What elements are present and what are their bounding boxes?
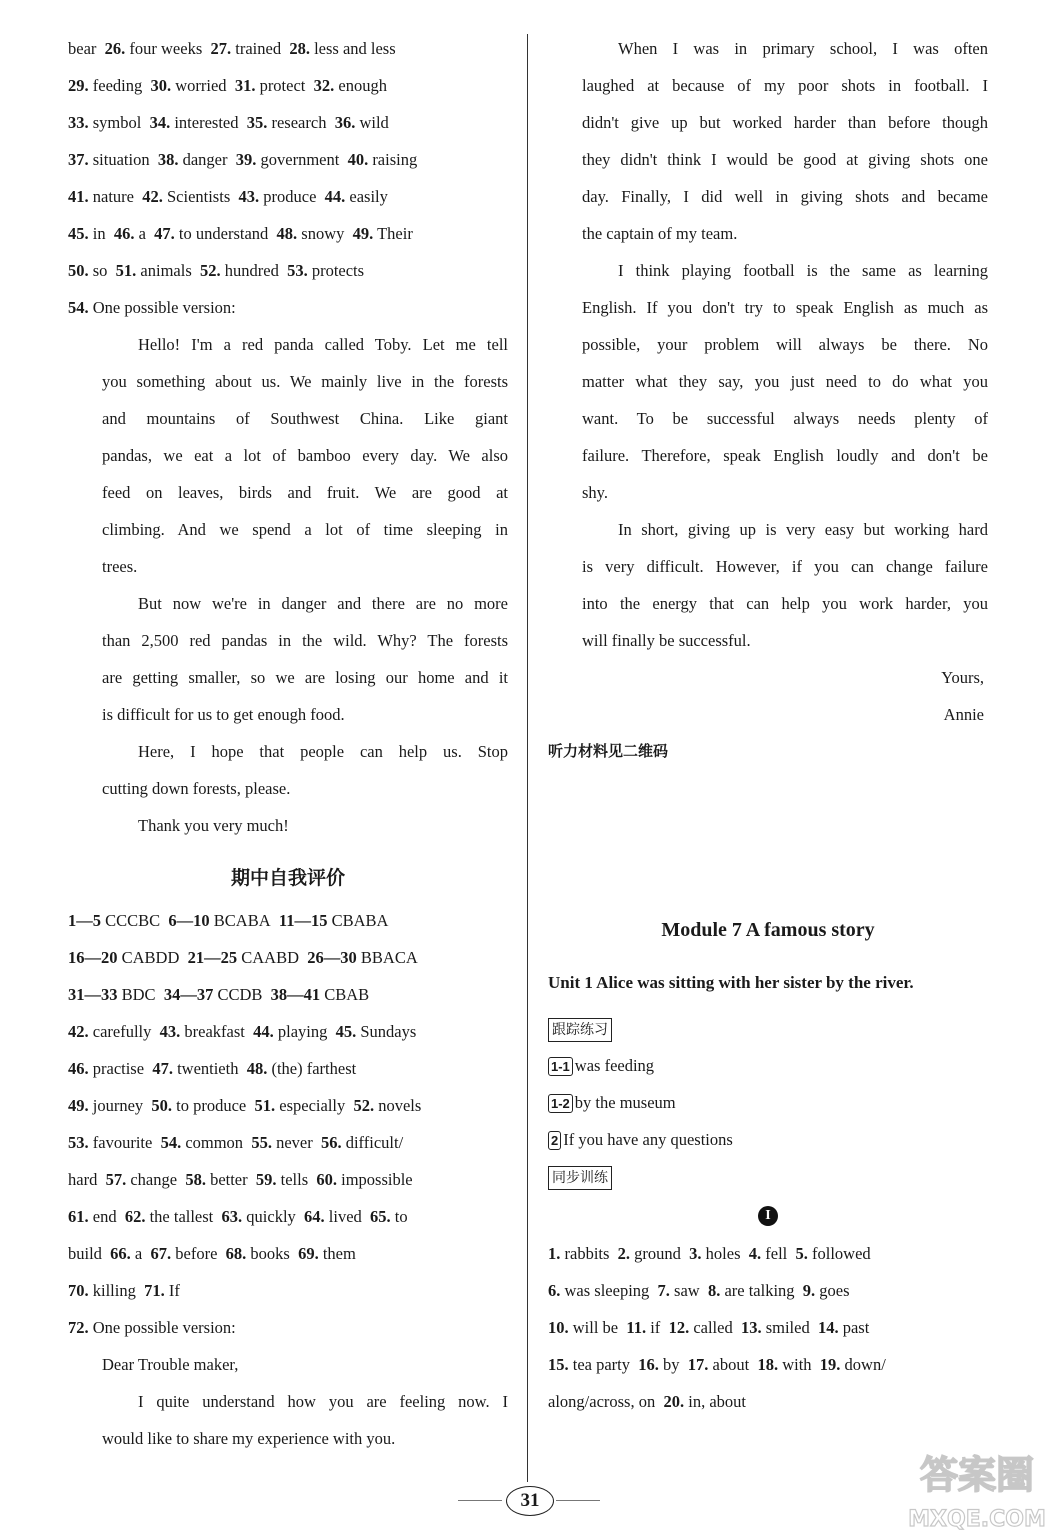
letter-line: want. To be successful always needs plenty of [582,409,988,428]
letter-line: Dear Trouble maker, [102,1355,239,1374]
essay-red-panda [68,326,508,844]
answer-line: build 66. a 67. before 68. books 69. them [68,1244,356,1263]
letter-line: failure. Therefore, speak English loudly and don't be [582,446,988,465]
letter-continued [548,30,988,659]
answer-line: 33. symbol 34. interested 35. research 36. wild [68,113,389,132]
essay-line: is difficult for us to get enough food. [102,705,345,724]
essay-line: than 2,500 red pandas in the wild. Why? The forests [102,631,508,650]
letter-line: When I was in primary school, I was often [618,39,988,58]
essay-line: climbing. And we spend a lot of time sleeping in [102,520,508,539]
sync-header [548,1158,988,1195]
answer-line: 1—5 CCCBC 6—10 BCABA 11—15 CBABA [68,911,389,930]
tracking-item-text: was feeding [574,1056,655,1075]
letter-line: is very difficult. However, if you can change failure [582,557,988,576]
letter-line: day. Finally, I did well in giving shots and became [582,187,988,206]
answer-line: 49. journey 50. to produce 51. especially 52. novels [68,1096,422,1115]
answer-line: 45. in 46. a 47. to understand 48. snowy 49. Their [68,224,413,243]
tracking-item-tag: 1-2 [548,1094,573,1113]
tracking-item-tag: 1-1 [548,1057,573,1076]
letter-signature: Annie [943,705,984,724]
right-column [548,30,988,1420]
essay-line: are getting smaller, so we are losing our home and it [102,668,508,687]
midterm-title: 期中自我评价 [230,867,345,889]
answer-line: 37. situation 38. danger 39. government 40. raising [68,150,418,169]
letter-line: they didn't think I would be good at giving shots one [582,150,988,169]
tracking-item-text: by the museum [574,1093,676,1112]
roman-numeral-badge: I [758,1206,778,1226]
answer-line: hard 57. change 58. better 59. tells 60. impossible [68,1170,413,1189]
answer-line: 53. favourite 54. common 55. never 56. difficult/ [68,1133,404,1152]
answer-line: 6. was sleeping 7. saw 8. are talking 9. goes [548,1281,850,1300]
essay-line: trees. [102,557,138,576]
answer-line: along/across, on 20. in, about [548,1392,746,1411]
essay-line: Here, I hope that people can help us. Stop [138,742,508,761]
essay-line: Thank you very much! [138,816,289,835]
tracking-item-tag: 2 [548,1131,561,1150]
letter-line: shy. [582,483,608,502]
letter-line: will finally be successful. [582,631,751,650]
answer-line: 1. rabbits 2. ground 3. holes 4. fell 5. followed [548,1244,871,1263]
letter-line: would like to share my experience with you. [102,1429,396,1448]
answer-line: 29. feeding 30. worried 31. protect 32. enough [68,76,387,95]
answers-midterm [68,902,508,1346]
letter-line: laughed at because of my poor shots in football. I [582,76,988,95]
answer-line: 10. will be 11. if 12. called 13. smiled 14. past [548,1318,870,1337]
letter-closing: Yours, [941,668,984,687]
answer-line: 15. tea party 16. by 17. about 18. with 19. down/ [548,1355,886,1374]
tracking-list [548,1047,988,1158]
tracking-label: 跟踪练习 [548,1018,612,1042]
answer-line: 72. One possible version: [68,1318,236,1337]
answer-line: 42. carefully 43. breakfast 44. playing 45. Sundays [68,1022,417,1041]
module-title: Module 7 A famous story [661,919,875,941]
page-number: 31 [506,1486,554,1516]
essay-line: Hello! I'm a red panda called Toby. Let me tell [138,335,508,354]
letter-line: didn't give up but worked harder than before though [582,113,988,132]
letter-start [68,1346,508,1457]
letter-line: English. If you don't try to speak English as much as [582,298,988,317]
letter-line: the captain of my team. [582,224,738,243]
page-number-ornament-right [556,1500,600,1501]
answers-bottom [548,1235,988,1420]
answer-line: 16—20 CABDD 21—25 CAABD 26—30 BBACA [68,948,418,967]
answer-line: 46. practise 47. twentieth 48. (the) farthest [68,1059,357,1078]
letter-line: matter what they say, you just need to do what you [582,372,988,391]
letter-line: I think playing football is the same as learning [618,261,988,280]
column-divider [527,34,528,1482]
essay-line: feed on leaves, birds and fruit. We are good at [102,483,508,502]
letter-line: In short, giving up is very easy but working hard [618,520,988,539]
answer-line: bear 26. four weeks 27. trained 28. less and less [68,39,396,58]
unit-title: Unit 1 Alice was sitting with her sister by the river. [548,973,914,992]
tracking-item [548,1084,988,1121]
left-column [68,30,508,1457]
letter-line: I quite understand how you are feeling now. I [138,1392,508,1411]
answer-line: 31—33 BDC 34—37 CCDB 38—41 CBAB [68,985,370,1004]
answer-line: 70. killing 71. If [68,1281,180,1300]
essay-line: you something about us. We mainly live in the forests [102,372,508,391]
tracking-header [548,1010,988,1047]
listening-note: 听力材料见二维码 [548,742,669,760]
essay-line: cutting down forests, please. [102,779,291,798]
answer-line: 41. nature 42. Scientists 43. produce 44. easily [68,187,388,206]
watermark-url: MXQE.COM [908,1507,1046,1532]
sync-label: 同步训练 [548,1166,612,1190]
page-number-ornament-left [458,1500,502,1501]
tracking-item-text: If you have any questions [563,1130,733,1149]
watermark-logo [902,1440,1052,1536]
essay-line: But now we're in danger and there are no more [138,594,508,613]
essay-line: and mountains of Southwest China. Like giant [102,409,508,428]
letter-line: possible, your problem will always be there. No [582,335,988,354]
spacer [548,770,988,910]
watermark-logo-text: 答案圈 [919,1453,1035,1497]
answer-line: 61. end 62. the tallest 63. quickly 64. lived 65. to [68,1207,408,1226]
answers-top [68,30,508,326]
section-roman [548,1195,988,1235]
answer-line: 50. so 51. animals 52. hundred 53. protects [68,261,365,280]
letter-line: into the energy that can help you work harder, you [582,594,988,613]
answer-line: 54. One possible version: [68,298,236,317]
essay-line: pandas, we eat a lot of bamboo every day. We also [102,446,508,465]
tracking-item [548,1121,988,1158]
tracking-item [548,1047,988,1084]
